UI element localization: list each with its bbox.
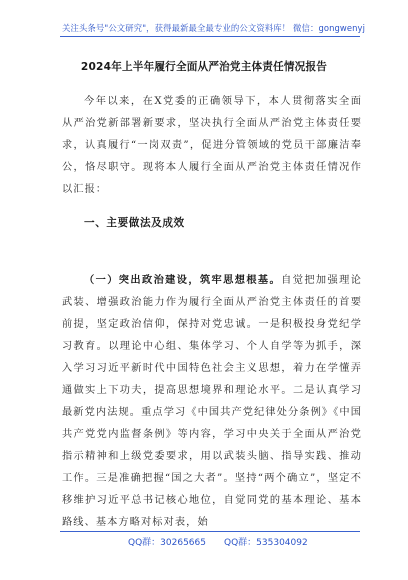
subsection-lead: （一）突出政治建设，筑牢思想根基。 — [84, 275, 282, 286]
header-banner: 关注头条号"公文研究"，获得最新最全最专业的公文资料库！ 微信：gongwenyj — [62, 23, 365, 33]
body-paragraph — [62, 270, 362, 534]
footer-divider — [60, 531, 360, 532]
body-text: 自觉把加强理论武装、增强政治能力作为履行全面从严治党主体责任的首要前提，坚定政治信仰，保持对党忠诚。一是积极投身党纪学习教育。以理论中心组、集体学习、个人自学等为抓手，深入学习习近平新时代中国特色社会主义思想，着力在学懂弄通做实上下功夫，提高思想境界和理论水平。二是认真学习最新党内法规。重点学习《中国共产党纪律处分条例》《中国共产党党内监督条例》等内容，学习中央关于全面从严治党指示精神和上级党委要求，用以武装头脑、指导实践、推动工作。三是准确把握“国之大者”。坚持“两个确立”，坚定不移维护习近平总书记核心地位，自觉同党的基本理论、基本路线、基本方略对标对表，始 — [62, 275, 363, 528]
footer-qq-group-1: QQ群：30265665 — [128, 538, 206, 548]
header-divider — [60, 36, 360, 37]
document-title: 2024年上半年履行全面从严治党主体责任情况报告 — [80, 61, 328, 73]
intro-paragraph: 今年以来，在X党委的正确领导下，本人贯彻落实全面从严治党新部署新要求，坚决执行全面从严治党主体责任要求，认真履行“一岗双责”，促进分管领域的党员干部廉洁奉公，恪尽职守。现将本人履行全面从严治党主体责任情况作以汇报： — [62, 96, 362, 195]
section-heading: 一、主要做法及成效 — [84, 217, 185, 229]
footer-qq-group-2: QQ群：535304092 — [224, 538, 308, 548]
